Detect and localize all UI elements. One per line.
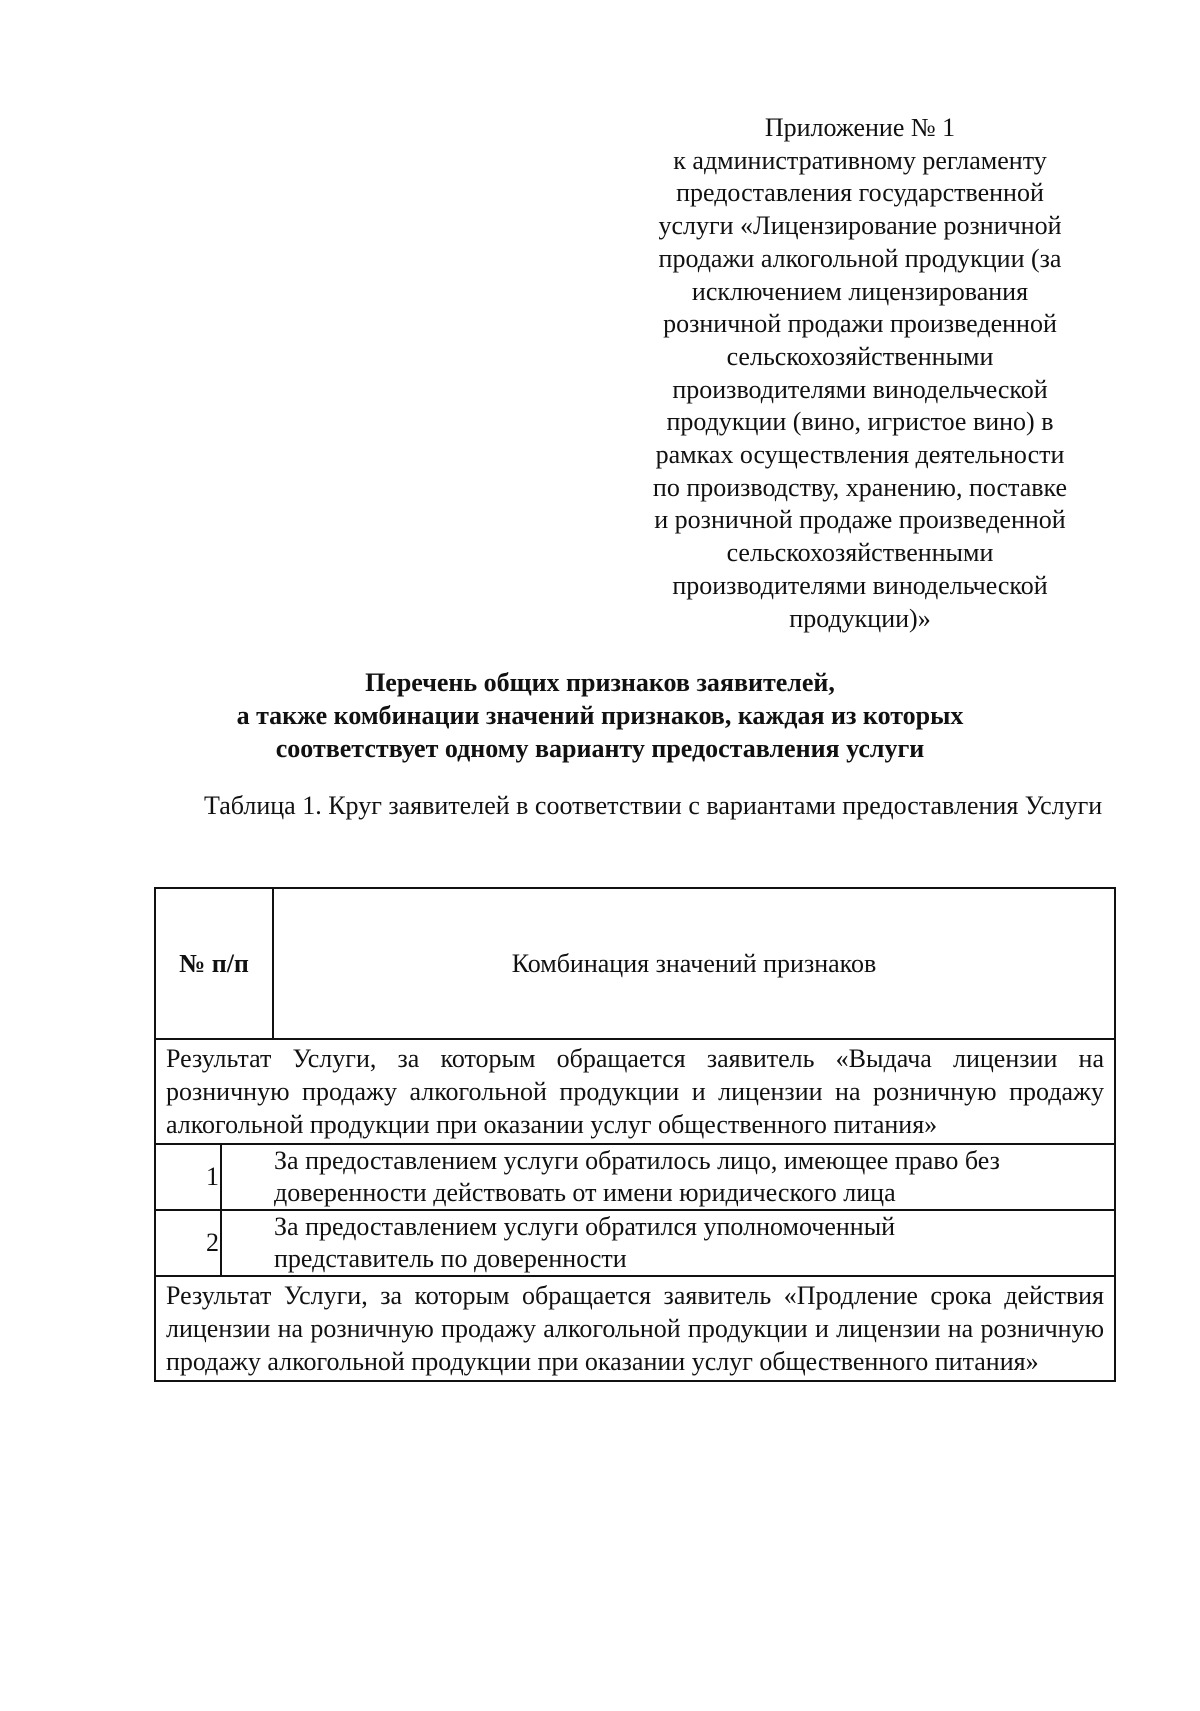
heading-line: а также комбинации значений признаков, каждая из которых — [236, 701, 964, 730]
row-text-line: доверенности действовать от имени юридического лица — [274, 1178, 896, 1207]
appendix-line: продукции)» — [789, 603, 931, 633]
appendix-line: и розничной продаже произведенной — [654, 505, 1066, 535]
header-num: № п/п — [156, 889, 274, 1038]
appendix-line: Приложение № 1 — [764, 113, 956, 142]
row-number: 1 — [156, 1145, 222, 1209]
appendix-line: предоставления государственной — [676, 178, 1044, 208]
appendix-line: сельскохозяйственными — [726, 538, 994, 568]
appendix-line: продукции (вино, игристое вино) в — [666, 407, 1054, 437]
appendix-note — [620, 112, 1100, 635]
heading-line: Перечень общих признаков заявителей, — [365, 668, 835, 697]
heading-line: соответствует одному варианту предоставления услуги — [275, 734, 925, 763]
row-text-line: За предоставлением услуги обратился уполномоченный — [274, 1212, 896, 1241]
row-text-line: представитель по доверенности — [274, 1244, 627, 1273]
appendix-line: к административному регламенту — [673, 145, 1047, 175]
appendix-line: услуги «Лицензирование розничной — [658, 211, 1062, 241]
appendix-line: по производству, хранению, поставке — [652, 472, 1068, 502]
appendix-line: производителями винодельческой — [672, 374, 1048, 404]
result-row-issue: Результат Услуги, за которым обращается заявитель «Выдача лицензии на розничную продажу алкогольной продукции и лицензии на розничную продажу алкогольной продукции при оказании услуг общественного питания» — [156, 1038, 1114, 1143]
row-text-line: За предоставлением услуги обратилось лицо, имеющее право без — [274, 1146, 1000, 1175]
row-number: 2 — [156, 1211, 222, 1275]
appendix-line: исключением лицензирования — [691, 276, 1029, 306]
appendix-line: продажи алкогольной продукции (за — [658, 243, 1062, 273]
applicants-table — [154, 887, 1116, 1382]
table-caption: Таблица 1. Круг заявителей в соответствии с вариантами предоставления Услуги — [204, 791, 1103, 820]
row-text — [222, 1211, 1114, 1275]
appendix-line: рамках осуществления деятельности — [655, 440, 1065, 470]
table-row — [156, 1143, 1114, 1209]
table-row — [156, 1209, 1114, 1275]
table-header-row — [156, 889, 1114, 1038]
result-row-extension: Результат Услуги, за которым обращается заявитель «Продление срока действия лицензии на розничную продажу алкогольной продукции и лицензии на розничную продажу алкогольной продукции при оказании услуг общественного питания» — [156, 1275, 1114, 1380]
document-heading — [100, 666, 1100, 765]
appendix-line: розничной продажи произведенной — [663, 309, 1057, 339]
row-text — [222, 1145, 1114, 1209]
appendix-line: сельскохозяйственными — [726, 341, 994, 371]
appendix-line: производителями винодельческой — [672, 570, 1048, 600]
header-combination: Комбинация значений признаков — [511, 948, 877, 978]
